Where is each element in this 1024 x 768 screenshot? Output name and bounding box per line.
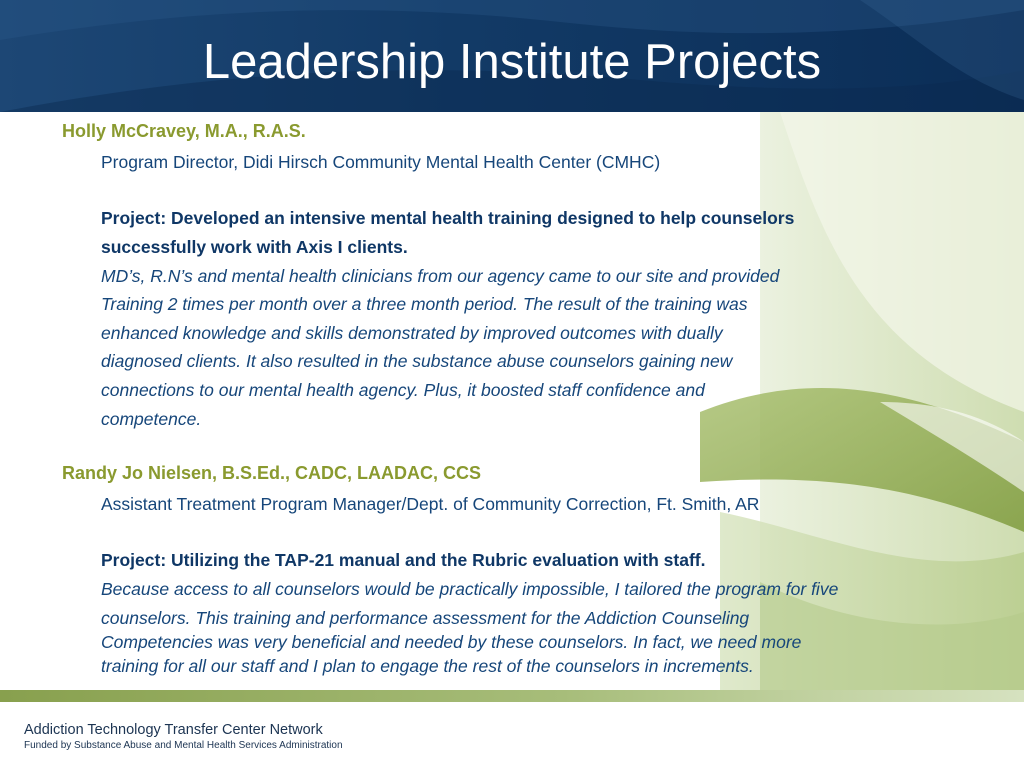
footer-divider [0, 690, 1024, 702]
person1-description-line-5: connections to our mental health agency. Plus, it boosted staff confidence and [101, 380, 705, 400]
person1-description-line-1: MD’s, R.N’s and mental health clinicians from our agency came to our site and provided [101, 266, 780, 286]
person2-project: Project: Utilizing the TAP-21 manual and the Rubric evaluation with staff. [101, 550, 706, 570]
person2-name: Randy Jo Nielsen, B.S.Ed., CADC, LAADAC, CCS [62, 463, 482, 483]
person1-project-line-2: successfully work with Axis I clients. [101, 237, 408, 257]
slide-body [0, 112, 1024, 692]
person2-description-line-3: Competencies was very beneficial and needed by these counselors. In fact, we need more [101, 632, 802, 652]
person1-description-line-4: diagnosed clients. It also resulted in the substance abuse counselors gaining new [101, 351, 733, 371]
slide-header [0, 0, 1024, 112]
footer-funding: Funded by Substance Abuse and Mental Health Services Administration [24, 740, 343, 751]
person1-name: Holly McCravey, M.A., R.A.S. [62, 121, 306, 141]
person1-description-line-3: enhanced knowledge and skills demonstrated by improved outcomes with dually [101, 323, 723, 343]
person1-role: Program Director, Didi Hirsch Community Mental Health Center (CMHC) [101, 152, 661, 172]
person1-description-line-6: competence. [101, 409, 202, 429]
person2-description-line-2: counselors. This training and performance assessment for the Addiction Counseling [101, 608, 750, 628]
person2-description-line-4: training for all our staff and I plan to engage the rest of the counselors in increments. [101, 656, 754, 676]
slide-title: Leadership Institute Projects [202, 35, 822, 89]
person1-description-line-2: Training 2 times per month over a three month period. The result of the training was [101, 294, 748, 314]
person1-project-line-1: Project: Developed an intensive mental health training designed to help counselors [101, 208, 795, 228]
person2-role: Assistant Treatment Program Manager/Dept. of Community Correction, Ft. Smith, AR [101, 494, 760, 514]
footer-organization: Addiction Technology Transfer Center Network [24, 722, 323, 738]
person2-description-line-1: Because access to all counselors would be practically impossible, I tailored the program for five [101, 579, 839, 599]
